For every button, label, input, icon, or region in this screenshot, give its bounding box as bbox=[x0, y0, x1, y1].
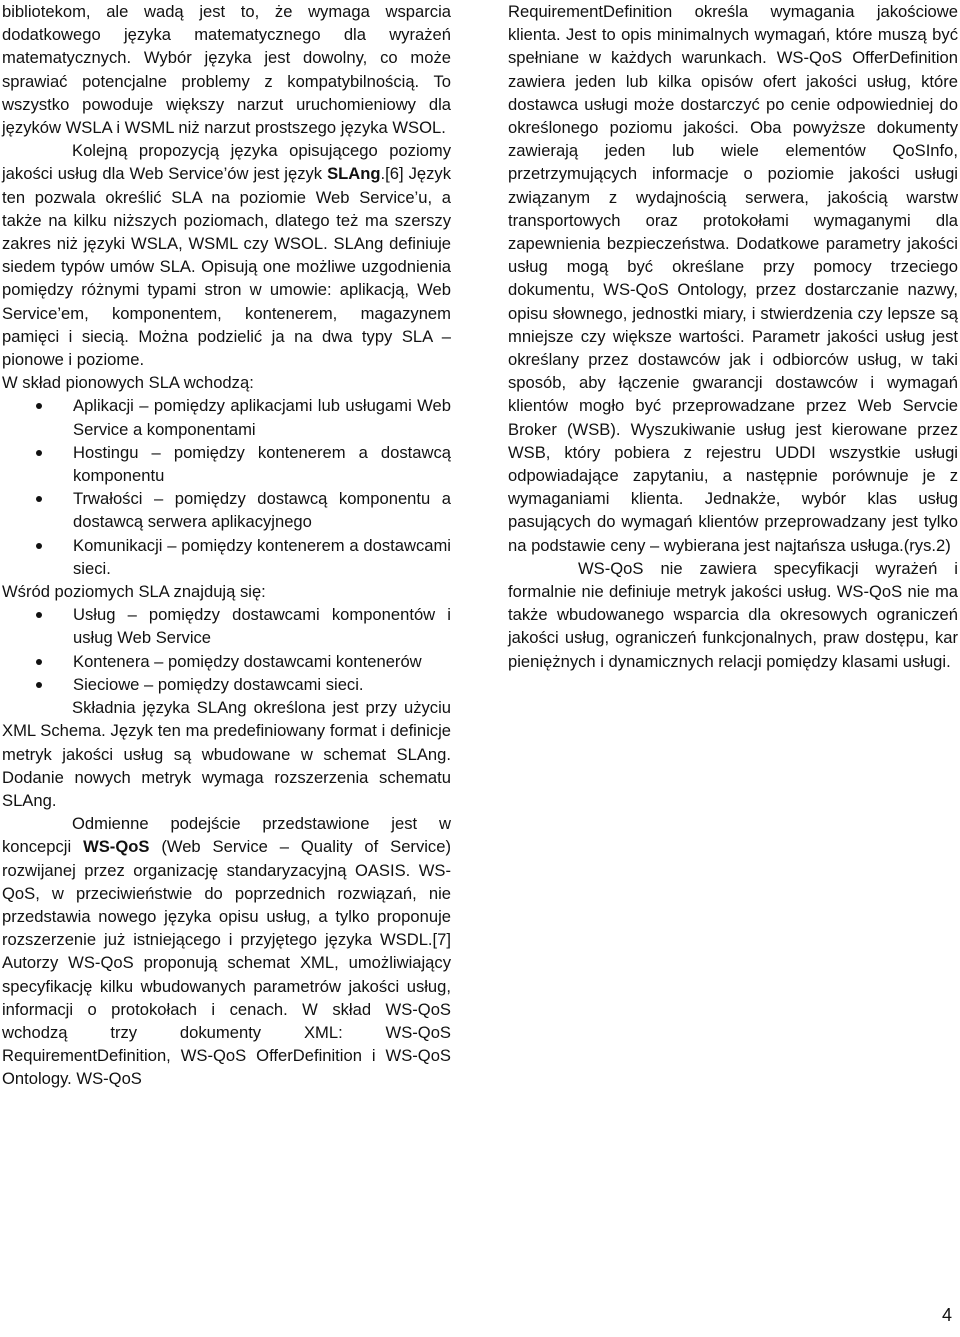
text-run: .[6] Język ten pozwala określić SLA na poziomie Web Service’u, a także na kilku niższych poziomach, dlatego też ma szerszy zakres niż języki WSLA, WSML czy WSOL. SLAng definiuje siedem typów umów SLA. Opisują one możliwe uzgodnienia pomiędzy różnymi typami stron w umowie: aplikacją, Web Service’em, komponentem, kontenerem, magazynem pamięci i siecią. Można podzielić ja na dwa typy SLA – pionowe i poziome. bbox=[2, 164, 452, 370]
text-run: Kolejną propozycją języka opisującego poziomy jakości usług dla Web Service’ów jest język bbox=[2, 141, 451, 184]
paragraph: Składnia języka SLAng określona jest przy użyciu XML Schema. Język ten ma predefiniowany format i definicje metryk jakości usług są wbudowane w schemat SLAng. Dodanie nowych metryk wymaga rozszerzenia schematu SLAng. bbox=[2, 698, 451, 810]
list-intro-horizontal: Wśród poziomych SLA znajdują się: bbox=[2, 582, 266, 602]
text-run: (Web Service – Quality of Service) rozwijanej przez organizację standaryzacyjną OASIS. WS-QoS, w przeciwieństwie do poprzednich rozwiązań, nie przedstawia nowego języka opisu usług, a tylko proponuje rozszerzenie już istniejącego i przyjętego języka WSDL.[7] Autorzy WS-QoS proponują schemat XML, umożliwiający specyfikację kilku wbudowanych parametrów jakości usług, informacji o protokołach i cenach. W skład WS-QoS wchodzą trzy dokumenty XML: WS-QoS RequirementDefinition, WS-QoS OfferDefinition i WS-QoS Ontology. WS-QoS bbox=[2, 837, 451, 1089]
page-number: 4 bbox=[941, 1305, 952, 1325]
list-item: Kontenera – pomiędzy dostawcami kontenerów bbox=[2, 650, 451, 673]
left-column bbox=[2, 0, 451, 1091]
term-wsqos: WS-QoS bbox=[83, 837, 150, 857]
paragraph-slang bbox=[2, 139, 451, 371]
list-item: Usług – pomiędzy dostawcami komponentów i usług Web Service bbox=[2, 603, 451, 649]
list-item: Aplikacji – pomiędzy aplikacjami lub usługami Web Service a komponentami bbox=[2, 394, 451, 440]
list-intro-vertical: W skład pionowych SLA wchodzą: bbox=[2, 373, 254, 393]
list-item: Komunikacji – pomiędzy kontenerem a dostawcami sieci. bbox=[2, 534, 451, 580]
list-item: Hostingu – pomiędzy kontenerem a dostawcą komponentu bbox=[2, 441, 451, 487]
term-slang: SLAng bbox=[327, 164, 381, 184]
text-run: Odmienne podejście przedstawione jest w koncepcji bbox=[2, 814, 451, 857]
paragraph: WS-QoS nie zawiera specyfikacji wyrażeń i formalnie nie definiuje metryk jakości usług. WS-QoS nie ma także wbudowanego wsparcia dla okresowych ograniczeń jakości usług, ograniczeń funkcjonalnych, praw dostępu, kar pieniężnych i dynamicznych relacji pomiędzy klasami usługi. bbox=[508, 558, 958, 671]
vertical-sla-list bbox=[2, 394, 451, 580]
paragraph: RequirementDefinition określa wymagania jakościowe klienta. Jest to opis minimalnych wymagań, które muszą być spełniane w każdych warunkach. WS-QoS OfferDefinition zawiera jeden lub kilka opisów ofert jakości usług, które dostawca usługi może dostarczyć po cenie odpowiedniej do określonego poziomu jakości. Oba powyższe dokumenty zawierają jeden lub wiele elementów QoSInfo, przetrzymujących informacje o poziomie jakości usługi związanym z wydajnością serwera, jakością warstw transportowych oraz protokołami wymaganymi dla zapewnienia bezpieczeństwa. Dodatkowe parametry jakości usług mogą być określane przy pomocy trzeciego dokumentu, WS-QoS Ontology, przez dostarczanie nazwy, opisu słownego, jednostki miary, i stwierdzenia czy lepsze są mniejsze czy większe wartości. Parametr jakości usług jest określany przez dostawców jak i odbiorców usług, w taki sposób, aby łączenie gwarancji dostawców i wymagań klientów mogło być przeprowadzane przez Web Servcie Broker (WSB). Wyszukiwanie usług jest kierowane przez WSB, który pobiera z rejestru UDDI wszystkie usługi odpowiadające zapytaniu, a następnie porównuje je z wymaganiami klienta. Jednakże, wybór klas usług pasujących do wymagań klientów przeprowadzany jest tylko na podstawie ceny – wybierana jest najtańsza usługa.(rys.2) bbox=[508, 2, 958, 555]
right-column bbox=[508, 0, 958, 673]
paragraph-wsqos bbox=[2, 812, 451, 1090]
list-item: Trwałości – pomiędzy dostawcą komponentu a dostawcą serwera aplikacyjnego bbox=[2, 487, 451, 533]
horizontal-sla-list bbox=[2, 603, 451, 696]
list-item: Sieciowe – pomiędzy dostawcami sieci. bbox=[2, 673, 451, 696]
paragraph: bibliotekom, ale wadą jest to, że wymaga wsparcia dodatkowego języka matematycznego dla wyrażeń matematycznych. Wybór języka jest dowolny, co może sprawiać potencjalne problemy z kompatybilnością. To wszystko powoduje większy narzut uruchomieniowy dla języków WSLA i WSML niż narzut prostszego języka WSOL. bbox=[2, 2, 451, 138]
